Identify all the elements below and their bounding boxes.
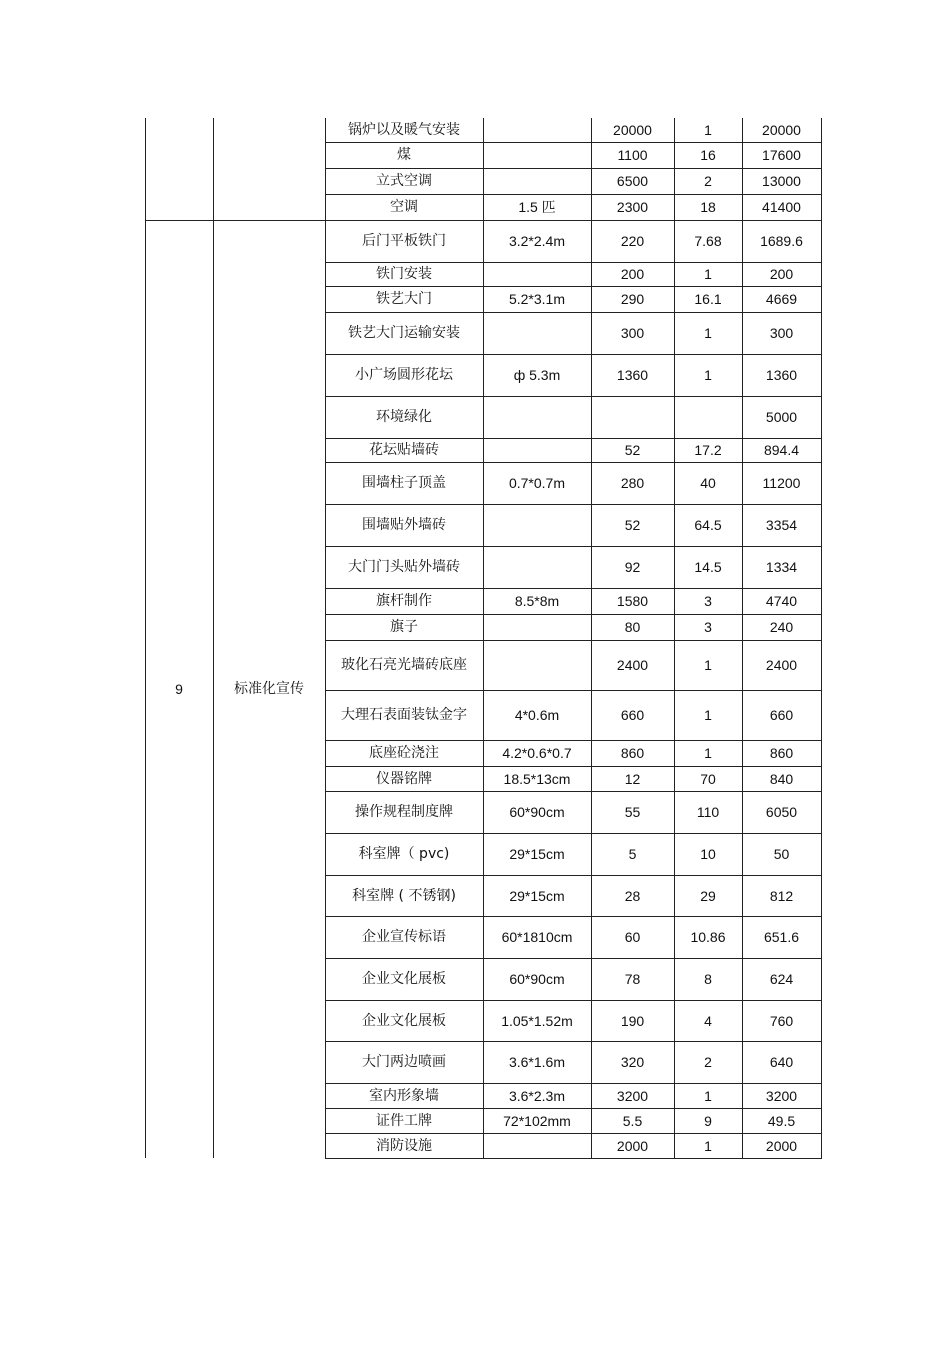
item-name: 大门两边喷画 bbox=[362, 1054, 446, 1070]
amount: 300 bbox=[769, 325, 794, 341]
amount: 49.5 bbox=[767, 1112, 796, 1129]
item-name: 煤 bbox=[397, 147, 411, 163]
unit-price: 52 bbox=[624, 442, 641, 458]
item-name: 围墙柱子顶盖 bbox=[362, 475, 446, 491]
quantity: 2 bbox=[704, 173, 712, 189]
item-name: 后门平板铁门 bbox=[362, 233, 446, 249]
unit-price: 190 bbox=[620, 1012, 645, 1029]
item-name: 铁门安装 bbox=[376, 266, 432, 282]
amount: 1689.6 bbox=[760, 233, 803, 249]
item-name: 小广场圆形花坛 bbox=[355, 367, 453, 383]
item-name: 大理石表面装钛金字 bbox=[341, 707, 467, 723]
item-spec: 3.6*2.3m bbox=[508, 1087, 566, 1104]
unit-price: 12 bbox=[624, 770, 641, 787]
amount: 1334 bbox=[765, 559, 798, 575]
item-name: 证件工牌 bbox=[376, 1112, 432, 1129]
item-spec: 8.5*8m bbox=[514, 593, 560, 609]
unit-price: 300 bbox=[620, 325, 645, 341]
item-spec bbox=[483, 396, 591, 438]
unit-price: 660 bbox=[620, 707, 645, 723]
unit-price: 80 bbox=[624, 619, 641, 635]
item-name: 锅炉以及暖气安装 bbox=[348, 122, 460, 138]
unit-price: 6500 bbox=[616, 173, 649, 189]
amount: 2000 bbox=[765, 1137, 798, 1154]
quantity: 1 bbox=[704, 745, 712, 761]
category-label: 标准化宣传 bbox=[234, 681, 304, 697]
item-name: 大门门头贴外墙砖 bbox=[348, 559, 460, 575]
quantity: 110 bbox=[696, 804, 720, 820]
quantity: 4 bbox=[704, 1012, 712, 1029]
quantity: 2 bbox=[704, 1054, 712, 1070]
amount: 13000 bbox=[762, 173, 801, 189]
item-spec: 60*90cm bbox=[509, 804, 565, 820]
item-spec bbox=[483, 504, 591, 546]
quantity: 10 bbox=[700, 846, 716, 862]
item-name: 企业文化展板 bbox=[362, 971, 446, 987]
item-spec: ф 5.3m bbox=[513, 367, 561, 383]
unit-price: 52 bbox=[624, 517, 641, 533]
item-name: 企业文化展板 bbox=[362, 1012, 446, 1029]
quantity: 40 bbox=[700, 475, 716, 491]
col-line bbox=[821, 118, 822, 1159]
amount: 4669 bbox=[765, 291, 798, 307]
amount: 640 bbox=[769, 1054, 794, 1070]
unit-price: 92 bbox=[624, 559, 641, 575]
unit-price: 2400 bbox=[616, 657, 649, 673]
item-name: 操作规程制度牌 bbox=[355, 804, 453, 820]
amount: 11200 bbox=[762, 475, 801, 491]
unit-price: 1100 bbox=[617, 147, 648, 163]
amount: 894.4 bbox=[763, 442, 800, 458]
amount: 760 bbox=[769, 1012, 794, 1029]
item-name: 室内形象墙 bbox=[369, 1087, 439, 1104]
unit-price: 220 bbox=[620, 233, 645, 249]
unit-price: 2000 bbox=[616, 1137, 649, 1154]
amount: 651.6 bbox=[763, 929, 800, 945]
unit-price: 290 bbox=[620, 291, 645, 307]
item-name: 玻化石亮光墙砖底座 bbox=[341, 657, 467, 673]
item-spec: 72*102mm bbox=[503, 1112, 571, 1129]
item-spec bbox=[483, 438, 591, 462]
quantity bbox=[674, 396, 742, 438]
quantity: 16.1 bbox=[694, 291, 722, 307]
amount: 20000 bbox=[762, 122, 801, 138]
unit-price: 5.5 bbox=[622, 1112, 643, 1129]
item-spec bbox=[483, 546, 591, 588]
item-name: 空调 bbox=[390, 199, 418, 215]
unit-price: 860 bbox=[620, 745, 645, 761]
amount: 17600 bbox=[762, 147, 801, 163]
item-name: 围墙贴外墙砖 bbox=[362, 517, 446, 533]
item-spec: 0.7*0.7m bbox=[508, 475, 566, 491]
amount: 200 bbox=[769, 266, 794, 282]
unit-price: 200 bbox=[620, 266, 645, 282]
amount: 41400 bbox=[762, 199, 801, 215]
quantity: 29 bbox=[700, 887, 716, 904]
quantity: 1 bbox=[704, 657, 712, 673]
quantity: 16 bbox=[700, 147, 716, 163]
unit-price: 2300 bbox=[616, 199, 649, 215]
row-number: 9 bbox=[175, 681, 183, 697]
item-spec bbox=[483, 1133, 591, 1158]
quantity: 3 bbox=[704, 619, 712, 635]
amount: 660 bbox=[769, 707, 794, 723]
amount: 840 bbox=[769, 770, 794, 787]
amount: 2400 bbox=[765, 657, 798, 673]
unit-price: 1360 bbox=[616, 367, 649, 383]
item-name: 铁艺大门 bbox=[376, 291, 432, 307]
quantity: 1 bbox=[704, 1137, 712, 1154]
amount: 860 bbox=[769, 745, 794, 761]
item-name: 旗子 bbox=[390, 619, 418, 635]
unit-price: 55 bbox=[624, 804, 641, 820]
item-name: 科室牌 ( 不锈钢) bbox=[352, 887, 456, 904]
unit-price: 3200 bbox=[616, 1087, 649, 1104]
amount: 3200 bbox=[765, 1087, 798, 1104]
quantity: 1 bbox=[704, 325, 712, 341]
quantity: 1 bbox=[704, 1087, 712, 1104]
amount: 5000 bbox=[765, 409, 798, 425]
item-spec bbox=[483, 614, 591, 640]
item-spec bbox=[483, 168, 591, 194]
item-spec: 18.5*13cm bbox=[503, 770, 571, 787]
quantity: 1 bbox=[704, 707, 712, 723]
amount: 624 bbox=[769, 971, 794, 987]
item-spec: 4.2*0.6*0.7 bbox=[502, 745, 572, 761]
amount: 6050 bbox=[765, 804, 798, 820]
unit-price: 78 bbox=[624, 971, 641, 987]
item-spec: 3.6*1.6m bbox=[508, 1054, 566, 1070]
item-spec: 1.5 匹 bbox=[518, 199, 556, 215]
unit-price: 1580 bbox=[616, 593, 649, 609]
quantity: 1 bbox=[704, 367, 712, 383]
item-name: 铁艺大门运输安装 bbox=[348, 325, 460, 341]
item-spec: 3.2*2.4m bbox=[508, 233, 566, 249]
unit-price: 320 bbox=[620, 1054, 645, 1070]
item-spec: 4*0.6m bbox=[514, 707, 560, 723]
unit-price: 5 bbox=[628, 846, 637, 862]
item-name: 旗杆制作 bbox=[376, 593, 432, 609]
quantity: 9 bbox=[704, 1112, 712, 1129]
unit-price bbox=[591, 396, 674, 438]
quantity: 7.68 bbox=[694, 233, 722, 249]
item-spec bbox=[483, 118, 591, 142]
item-spec: 29*15cm bbox=[509, 846, 565, 862]
quantity: 10.86 bbox=[690, 929, 726, 945]
quantity: 14.5 bbox=[694, 559, 722, 575]
item-name: 环境绿化 bbox=[376, 409, 432, 425]
item-spec bbox=[483, 640, 591, 690]
item-name: 科室牌（ pvc) bbox=[358, 846, 450, 862]
amount: 240 bbox=[769, 619, 794, 635]
item-spec bbox=[483, 312, 591, 354]
item-spec: 60*90cm bbox=[509, 971, 565, 987]
amount: 1360 bbox=[765, 367, 798, 383]
unit-price: 60 bbox=[624, 929, 641, 945]
item-name: 花坛贴墙砖 bbox=[369, 442, 439, 458]
amount: 3354 bbox=[765, 517, 798, 533]
quantity: 8 bbox=[704, 971, 712, 987]
item-spec: 29*15cm bbox=[509, 887, 565, 904]
row-line bbox=[325, 1158, 822, 1159]
amount: 4740 bbox=[765, 593, 798, 609]
item-name: 仪器铭牌 bbox=[376, 770, 432, 787]
quantity: 3 bbox=[704, 593, 712, 609]
item-name: 消防设施 bbox=[376, 1137, 432, 1154]
item-spec: 60*1810cm bbox=[501, 929, 573, 945]
amount: 812 bbox=[769, 887, 794, 904]
quantity: 17.2 bbox=[694, 442, 722, 458]
quantity: 64.5 bbox=[694, 517, 722, 533]
quantity: 18 bbox=[700, 199, 716, 215]
quantity: 1 bbox=[704, 122, 712, 138]
quantity: 1 bbox=[704, 266, 712, 282]
item-spec bbox=[483, 142, 591, 168]
quantity: 70 bbox=[700, 770, 716, 787]
unit-price: 28 bbox=[624, 887, 641, 904]
unit-price: 20000 bbox=[613, 122, 652, 138]
item-spec: 1.05*1.52m bbox=[501, 1012, 573, 1029]
item-name: 企业宣传标语 bbox=[362, 929, 446, 945]
item-spec: 5.2*3.1m bbox=[508, 291, 566, 307]
item-name: 立式空调 bbox=[376, 173, 432, 189]
item-spec bbox=[483, 262, 591, 286]
amount: 50 bbox=[773, 846, 790, 862]
unit-price: 280 bbox=[620, 475, 645, 491]
item-name: 底座砼浇注 bbox=[369, 745, 439, 761]
